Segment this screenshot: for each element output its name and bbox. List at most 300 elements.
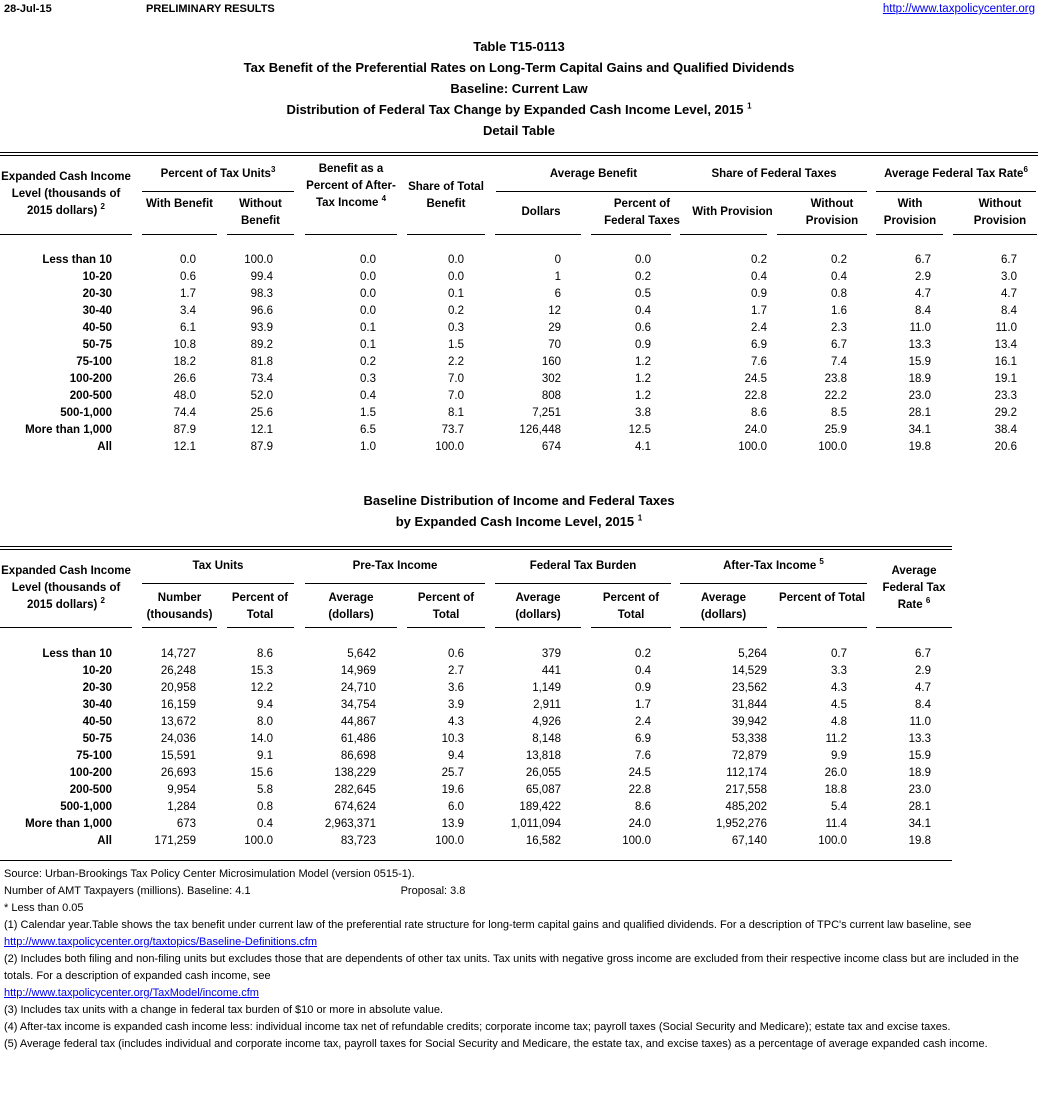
t1-header-with-provision: With Provision	[692, 206, 773, 218]
t2-header-fed-pct: Percent of Total	[602, 592, 660, 621]
cell-after-avg: 112,174	[726, 767, 767, 779]
cell-pct-fed: 3.8	[635, 407, 651, 419]
cell-pre-pct: 3.9	[448, 699, 464, 711]
cell-without-benefit: 89.2	[250, 339, 273, 351]
row-label: 500-1,000	[60, 407, 112, 419]
cell-benefit-pct: 0.0	[360, 254, 376, 266]
cell-number: 14,727	[160, 648, 196, 660]
table-row	[0, 303, 1038, 320]
table-row	[0, 833, 1038, 850]
cell-with-benefit: 3.4	[180, 305, 196, 317]
cell-after-avg: 67,140	[731, 835, 767, 847]
t1-header-pct-tax-units: Percent of Tax Units$^3$	[160, 165, 276, 180]
row-label: 500-1,000	[60, 801, 112, 813]
cell-with-benefit: 87.9	[173, 424, 196, 436]
cell-share-benefit: 2.2	[448, 356, 464, 368]
cell-dollars: 808	[541, 390, 561, 402]
cell-fed-avg: 379	[541, 648, 561, 660]
cell-share-with: 0.2	[751, 254, 767, 266]
cell-fed-pct: 0.4	[635, 665, 651, 677]
t1-header-dollars: Dollars	[521, 206, 561, 218]
cell-rate-with: 34.1	[908, 424, 931, 436]
cell-after-pct: 4.8	[831, 716, 847, 728]
cell-pre-avg: 14,969	[340, 665, 376, 677]
row-label: 100-200	[69, 767, 112, 779]
table-row	[0, 337, 1038, 354]
t2-header-pretax-pct: Percent of Total	[417, 592, 475, 621]
row-label: 20-30	[82, 682, 112, 694]
cell-rate: 11.0	[909, 716, 931, 728]
t1-header-pct-fed-taxes: Percent of Federal Taxes	[604, 198, 680, 227]
cell-share-benefit: 1.5	[448, 339, 464, 351]
cell-fed-avg: 2,911	[533, 699, 561, 711]
cell-pre-pct: 25.7	[441, 767, 464, 779]
cell-pre-avg: 24,710	[340, 682, 376, 694]
cell-number: 16,159	[160, 699, 196, 711]
baseline-definitions-link[interactable]: http://www.taxpolicycenter.org/taxtopics/Baseline-Definitions.cfm	[4, 936, 318, 948]
t1-header-share-fed-taxes: Share of Federal Taxes	[711, 168, 837, 180]
cell-after-avg: 23,562	[731, 682, 767, 694]
cell-rate-without: 3.0	[1001, 271, 1017, 283]
cell-rate-with: 28.1	[908, 407, 931, 419]
cell-without-benefit: 12.1	[250, 424, 273, 436]
cell-pre-pct: 19.6	[441, 784, 464, 796]
t2-header-tax-units: Tax Units	[192, 560, 244, 572]
table-row	[0, 439, 1038, 456]
cell-fed-avg: 1,011,094	[510, 818, 561, 830]
title-block	[0, 36, 1038, 141]
footnote-2: (2) Includes both filing and non-filing units but excludes those that are dependents of other tax units. Tax units with negative gross income are excluded from their respective income class but are included in the totals. For a description of expanded cash income, see	[4, 953, 1019, 982]
row-label: 75-100	[76, 750, 112, 762]
row-label: 30-40	[82, 699, 112, 711]
table-row	[0, 765, 1038, 782]
cell-share-without: 0.2	[831, 254, 847, 266]
t1-header-share-benefit: Share of Total Benefit	[408, 181, 484, 210]
t1-header-avg-benefit: Average Benefit	[549, 168, 638, 180]
cell-share-with: 6.9	[751, 339, 767, 351]
tpc-link[interactable]: http://www.taxpolicycenter.org	[882, 3, 1035, 15]
cell-rate-without: 19.1	[994, 373, 1017, 385]
cell-pre-avg: 138,229	[334, 767, 376, 779]
cell-dollars: 6	[554, 288, 561, 300]
table-title: Tax Benefit of the Preferential Rates on Long-Term Capital Gains and Qualified Dividends	[243, 60, 795, 75]
row-label: More than 1,000	[25, 424, 112, 436]
t2-header-after-tax-income: After-Tax Income $^5$	[723, 557, 824, 572]
cell-dollars: 160	[541, 356, 561, 368]
cell-share-without: 100.0	[818, 441, 847, 453]
cell-fed-pct: 100.0	[622, 835, 651, 847]
cell-share-with: 24.5	[744, 373, 767, 385]
cell-share-with: 22.8	[744, 390, 767, 402]
cell-share-without: 7.4	[831, 356, 847, 368]
row-label: All	[97, 835, 112, 847]
cell-fed-avg: 4,926	[532, 716, 561, 728]
t1-header-income-level: Expanded Cash Income Level (thousands of 2015 dollars) $^2$	[1, 171, 131, 217]
table-row	[0, 748, 1038, 765]
cell-rate-without: 8.4	[1001, 305, 1017, 317]
cell-after-pct: 5.4	[831, 801, 847, 813]
cell-share-with: 8.6	[751, 407, 767, 419]
cell-share-benefit: 0.0	[448, 254, 464, 266]
cell-share-without: 6.7	[831, 339, 847, 351]
t2-header-fed-tax-burden: Federal Tax Burden	[529, 560, 637, 572]
table-number: Table T15-0113	[473, 39, 565, 54]
cell-share-without: 1.6	[831, 305, 847, 317]
cell-number: 26,248	[160, 665, 196, 677]
t2-header-avg-fed-tax-rate: Average Federal Tax Rate $^6$	[882, 565, 946, 611]
cell-with-benefit: 18.2	[173, 356, 196, 368]
table-1-top-rule	[0, 152, 1038, 156]
cell-fed-pct: 8.6	[635, 801, 651, 813]
cell-with-benefit: 26.6	[173, 373, 196, 385]
table-row	[0, 663, 1038, 680]
cell-dollars: 12	[548, 305, 561, 317]
amt-note: Number of AMT Taxpayers (millions). Baseline: 4.1 Proposal: 3.8	[4, 885, 466, 897]
row-label: 50-75	[82, 339, 112, 351]
row-label: 200-500	[69, 784, 112, 796]
cell-pre-pct: 13.9	[441, 818, 464, 830]
cell-after-avg: 5,264	[738, 648, 767, 660]
cell-dollars: 70	[548, 339, 561, 351]
t1-header-rate-with: With Provision	[883, 198, 937, 227]
cell-fed-pct: 22.8	[628, 784, 651, 796]
t1-header-rate-without: Without Provision	[973, 198, 1027, 227]
table-row	[0, 714, 1038, 731]
t2-header-pretax-income: Pre-Tax Income	[352, 560, 438, 572]
cell-dollars: 674	[541, 441, 561, 453]
table-row	[0, 388, 1038, 405]
cell-pct-units: 9.4	[257, 699, 273, 711]
cell-pct-units: 5.8	[257, 784, 273, 796]
cell-fed-avg: 26,055	[525, 767, 561, 779]
row-label: More than 1,000	[25, 818, 112, 830]
cell-fed-avg: 16,582	[525, 835, 561, 847]
cell-rate-without: 11.0	[995, 322, 1017, 334]
cell-rate-with: 13.3	[908, 339, 931, 351]
cell-fed-pct: 24.5	[628, 767, 651, 779]
cell-benefit-pct: 0.1	[360, 339, 376, 351]
cell-after-pct: 3.3	[831, 665, 847, 677]
cell-after-pct: 18.8	[824, 784, 847, 796]
status-label: PRELIMINARY RESULTS	[146, 3, 275, 15]
cell-pct-units: 100.0	[244, 835, 273, 847]
cell-number: 13,672	[160, 716, 196, 728]
cell-pct-fed: 0.9	[635, 339, 651, 351]
cell-with-benefit: 48.0	[173, 390, 196, 402]
cell-pct-units: 15.3	[250, 665, 273, 677]
table-row	[0, 405, 1038, 422]
cell-benefit-pct: 0.0	[360, 288, 376, 300]
cell-share-benefit: 7.0	[448, 373, 464, 385]
cell-share-without: 2.3	[831, 322, 847, 334]
t1-header-without-provision: Without Provision	[805, 198, 859, 227]
cell-after-avg: 485,202	[725, 801, 767, 813]
cell-pre-pct: 6.0	[448, 801, 464, 813]
cell-pre-pct: 3.6	[448, 682, 464, 694]
table-row	[0, 354, 1038, 371]
cell-pre-pct: 0.6	[448, 648, 464, 660]
t2-header-number: Number (thousands)	[146, 592, 213, 621]
cell-rate: 2.9	[915, 665, 931, 677]
row-label: Less than 10	[42, 254, 112, 266]
cell-rate: 23.0	[908, 784, 931, 796]
table-row	[0, 286, 1038, 303]
table-row	[0, 697, 1038, 714]
cell-fed-avg: 1,149	[532, 682, 561, 694]
cell-pct-fed: 1.2	[635, 390, 651, 402]
cell-with-benefit: 74.4	[173, 407, 196, 419]
distribution-title: Distribution of Federal Tax Change by Expanded Cash Income Level, 2015 $^1$	[286, 101, 752, 117]
footnote-5: (5) Average federal tax (includes individual and corporate income tax, payroll taxes for Social Security and Medicare, the estate tax, and excise taxes) as a percentage of average expanded cash income.	[4, 1038, 988, 1050]
cell-dollars: 126,448	[519, 424, 561, 436]
cell-benefit-pct: 1.5	[360, 407, 376, 419]
cell-rate-without: 29.2	[994, 407, 1017, 419]
cell-fed-avg: 189,422	[519, 801, 561, 813]
cell-number: 1,284	[167, 801, 196, 813]
cell-pct-fed: 1.2	[635, 356, 651, 368]
cell-pre-pct: 9.4	[448, 750, 464, 762]
cell-fed-avg: 441	[541, 665, 561, 677]
row-label: 200-500	[69, 390, 112, 402]
top-bar	[0, 3, 1038, 19]
t2-header-pct-units: Percent of Total	[231, 592, 289, 621]
cell-rate: 8.4	[915, 699, 931, 711]
cell-rate-without: 20.6	[994, 441, 1017, 453]
table-row	[0, 799, 1038, 816]
cell-pct-fed: 0.6	[635, 322, 651, 334]
row-label: 100-200	[69, 373, 112, 385]
cell-rate-with: 2.9	[915, 271, 931, 283]
cell-pct-fed: 0.5	[635, 288, 651, 300]
cell-number: 15,591	[160, 750, 196, 762]
cell-pre-pct: 4.3	[448, 716, 464, 728]
cell-benefit-pct: 1.0	[360, 441, 376, 453]
cell-benefit-pct: 0.3	[360, 373, 376, 385]
table-row	[0, 731, 1038, 748]
cell-dollars: 7,251	[532, 407, 561, 419]
cell-benefit-pct: 0.4	[360, 390, 376, 402]
cell-pre-avg: 5,642	[347, 648, 376, 660]
cell-with-benefit: 6.1	[180, 322, 196, 334]
footnote-3: (3) Includes tax units with a change in federal tax burden of $10 or more in absolute value.	[4, 1004, 444, 1016]
cell-number: 9,954	[167, 784, 196, 796]
cell-rate: 28.1	[908, 801, 931, 813]
cell-share-benefit: 8.1	[448, 407, 464, 419]
cell-rate: 6.7	[915, 648, 931, 660]
cell-after-pct: 100.0	[818, 835, 847, 847]
t2-header-after-pct: Percent of Total	[778, 592, 866, 604]
report-date: 28-Jul-15	[4, 3, 52, 15]
cell-number: 20,958	[160, 682, 196, 694]
table-row	[0, 252, 1038, 269]
cell-rate-without: 16.1	[994, 356, 1017, 368]
cell-pre-avg: 86,698	[340, 750, 376, 762]
table-row	[0, 680, 1038, 697]
footnotes	[4, 866, 1034, 1053]
cell-fed-pct: 1.7	[635, 699, 651, 711]
cell-fed-avg: 65,087	[525, 784, 561, 796]
table-row	[0, 646, 1038, 663]
cell-with-benefit: 10.8	[173, 339, 196, 351]
cell-fed-pct: 24.0	[628, 818, 651, 830]
cell-dollars: 29	[548, 322, 561, 334]
cell-rate-with: 4.7	[915, 288, 931, 300]
cell-rate-without: 4.7	[1001, 288, 1017, 300]
cell-with-benefit: 1.7	[180, 288, 196, 300]
cell-after-avg: 217,558	[725, 784, 767, 796]
cell-pct-units: 8.6	[257, 648, 273, 660]
row-label: 50-75	[82, 733, 112, 745]
cell-share-benefit: 0.0	[448, 271, 464, 283]
table-row	[0, 269, 1038, 286]
cell-pre-pct: 2.7	[448, 665, 464, 677]
cell-after-avg: 72,879	[731, 750, 767, 762]
row-label: 75-100	[76, 356, 112, 368]
t1-header-with-benefit: With Benefit	[146, 198, 213, 210]
cell-share-with: 0.4	[751, 271, 767, 283]
t2-header-after-avg: Average (dollars)	[700, 592, 747, 621]
cell-number: 171,259	[154, 835, 196, 847]
cell-rate-without: 6.7	[1001, 254, 1017, 266]
cell-without-benefit: 52.0	[250, 390, 273, 402]
income-definition-link[interactable]: http://www.taxpolicycenter.org/TaxModel/income.cfm	[4, 987, 259, 999]
cell-share-without: 23.8	[824, 373, 847, 385]
cell-pre-avg: 2,963,371	[324, 818, 376, 830]
cell-pct-units: 14.0	[250, 733, 273, 745]
cell-share-benefit: 0.2	[448, 305, 464, 317]
row-label: 10-20	[82, 665, 112, 677]
row-label: 30-40	[82, 305, 112, 317]
row-label: Less than 10	[42, 648, 112, 660]
cell-dollars: 1	[554, 271, 561, 283]
cell-rate-with: 18.9	[908, 373, 931, 385]
cell-after-pct: 9.9	[831, 750, 847, 762]
cell-without-benefit: 93.9	[250, 322, 273, 334]
footnote-1: (1) Calendar year.Table shows the tax benefit under current law of the preferential rate structure for long-term capital gains and qualified dividends. For a description of TPC's current law baseline, see	[4, 919, 972, 931]
cell-rate-with: 6.7	[915, 254, 931, 266]
cell-fed-pct: 0.9	[635, 682, 651, 694]
cell-after-avg: 31,844	[731, 699, 767, 711]
cell-pre-avg: 34,754	[340, 699, 376, 711]
cell-share-benefit: 73.7	[441, 424, 464, 436]
cell-number: 24,036	[160, 733, 196, 745]
row-label: 40-50	[82, 322, 112, 334]
cell-without-benefit: 81.8	[250, 356, 273, 368]
t2-header-fed-avg: Average (dollars)	[515, 592, 561, 621]
cell-pct-units: 0.8	[257, 801, 273, 813]
source-note: Source: Urban-Brookings Tax Policy Center Microsimulation Model (version 0515-1).	[4, 868, 415, 880]
cell-share-with: 7.6	[751, 356, 767, 368]
cell-pre-avg: 674,624	[334, 801, 376, 813]
cell-rate-without: 13.4	[994, 339, 1017, 351]
cell-after-avg: 53,338	[731, 733, 767, 745]
row-label: 20-30	[82, 288, 112, 300]
cell-pct-fed: 0.4	[635, 305, 651, 317]
cell-pre-pct: 10.3	[441, 733, 464, 745]
cell-pre-pct: 100.0	[435, 835, 464, 847]
cell-share-with: 0.9	[751, 288, 767, 300]
cell-pre-avg: 282,645	[334, 784, 376, 796]
cell-share-without: 0.8	[831, 288, 847, 300]
cell-share-benefit: 7.0	[448, 390, 464, 402]
cell-dollars: 302	[541, 373, 561, 385]
cell-after-avg: 14,529	[731, 665, 767, 677]
table-row	[0, 422, 1038, 439]
table-row	[0, 371, 1038, 388]
cell-after-pct: 0.7	[831, 648, 847, 660]
cell-without-benefit: 98.3	[250, 288, 273, 300]
cell-rate-with: 19.8	[908, 441, 931, 453]
cell-fed-pct: 0.2	[635, 648, 651, 660]
cell-pct-fed: 12.5	[628, 424, 651, 436]
table-2-bottom-rule	[0, 860, 952, 861]
cell-rate-with: 11.0	[909, 322, 931, 334]
cell-share-benefit: 100.0	[435, 441, 464, 453]
cell-share-with: 1.7	[751, 305, 767, 317]
detail-label: Detail Table	[482, 123, 555, 138]
cell-fed-pct: 6.9	[635, 733, 651, 745]
cell-rate: 34.1	[908, 818, 931, 830]
cell-rate: 15.9	[908, 750, 931, 762]
cell-with-benefit: 0.6	[180, 271, 196, 283]
cell-rate-with: 15.9	[908, 356, 931, 368]
cell-without-benefit: 99.4	[250, 271, 273, 283]
cell-share-benefit: 0.1	[448, 288, 464, 300]
cell-share-with: 100.0	[738, 441, 767, 453]
cell-pct-fed: 4.1	[635, 441, 651, 453]
cell-share-with: 2.4	[751, 322, 767, 334]
t1-header-benefit-pct: Benefit as a Percent of After-Tax Income $^4$	[306, 163, 396, 209]
t1-header-without-benefit: Without Benefit	[239, 198, 282, 227]
cell-rate-with: 23.0	[908, 390, 931, 402]
cell-benefit-pct: 6.5	[360, 424, 376, 436]
row-label: 10-20	[82, 271, 112, 283]
cell-pct-fed: 0.0	[635, 254, 651, 266]
t1-header-avg-fed-tax-rate: Average Federal Tax Rate$^6$	[884, 165, 1028, 180]
less-than-note: * Less than 0.05	[4, 902, 84, 914]
cell-without-benefit: 87.9	[250, 441, 273, 453]
table-2-top-rule	[0, 546, 952, 550]
cell-after-pct: 4.5	[831, 699, 847, 711]
cell-pct-units: 12.2	[250, 682, 273, 694]
cell-pct-units: 8.0	[257, 716, 273, 728]
cell-dollars: 0	[554, 254, 561, 266]
cell-with-benefit: 12.1	[173, 441, 196, 453]
cell-rate: 19.8	[908, 835, 931, 847]
cell-without-benefit: 73.4	[250, 373, 273, 385]
cell-without-benefit: 96.6	[250, 305, 273, 317]
table-row	[0, 816, 1038, 833]
cell-number: 26,693	[160, 767, 196, 779]
cell-after-pct: 11.2	[825, 733, 847, 745]
row-label: All	[97, 441, 112, 453]
cell-share-without: 8.5	[831, 407, 847, 419]
cell-share-without: 0.4	[831, 271, 847, 283]
cell-fed-pct: 2.4	[635, 716, 651, 728]
cell-benefit-pct: 0.2	[360, 356, 376, 368]
footnote-4: (4) After-tax income is expanded cash income less: individual income tax net of refundable credits; corporate income tax; payroll taxes (Social Security and Medicare); estate tax and excise taxes.	[4, 1021, 951, 1033]
cell-after-pct: 26.0	[824, 767, 847, 779]
cell-without-benefit: 25.6	[250, 407, 273, 419]
cell-rate: 13.3	[908, 733, 931, 745]
cell-rate-without: 23.3	[994, 390, 1017, 402]
cell-share-with: 24.0	[744, 424, 767, 436]
cell-fed-avg: 13,818	[525, 750, 561, 762]
cell-rate: 4.7	[915, 682, 931, 694]
cell-rate-without: 38.4	[994, 424, 1017, 436]
cell-share-without: 22.2	[824, 390, 847, 402]
cell-share-without: 25.9	[824, 424, 847, 436]
